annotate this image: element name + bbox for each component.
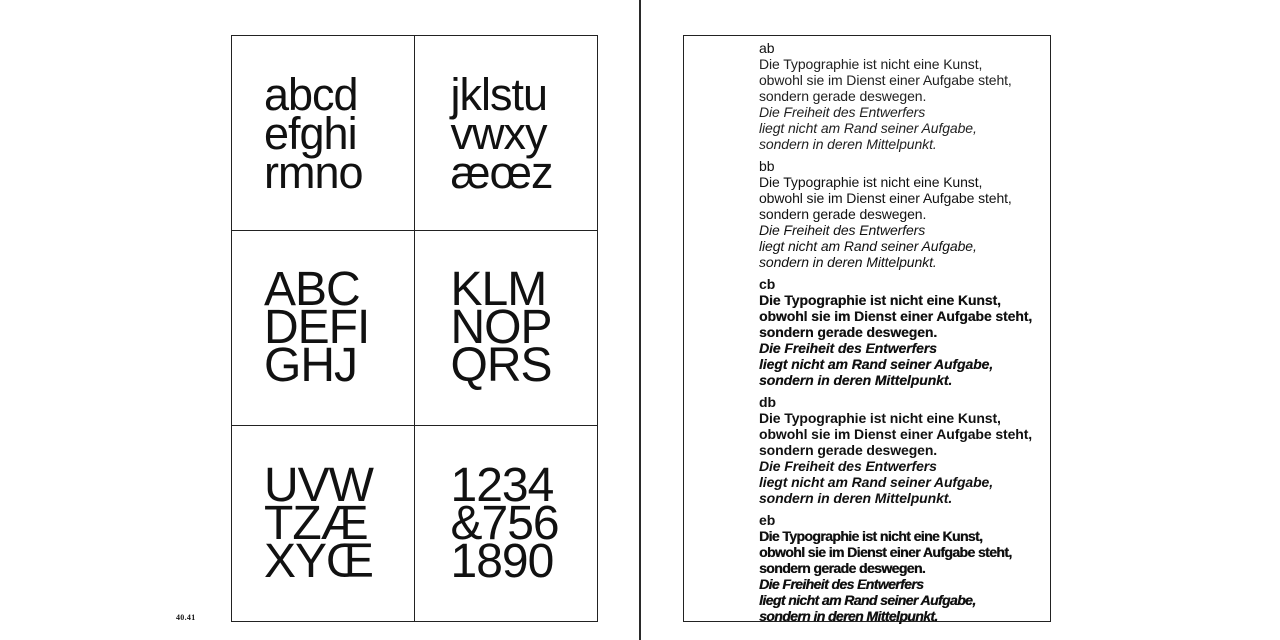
glyph-line: 1234 [450,458,554,512]
glyph-line: ABC [264,263,360,316]
specimen-italic-line: liegt nicht am Rand seiner Aufgabe, [759,356,994,372]
specimen-line: obwohl sie im Dienst einer Aufgabe steht, [759,72,1012,88]
specimen-line: sondern gerade deswegen. [759,206,927,222]
specimen-label: ab [759,40,775,56]
glyph-line: TZÆ [264,496,368,550]
specimen-label: cb [759,276,776,292]
specimen-italic-line: liegt nicht am Rand seiner Aufgabe, [759,238,977,254]
specimen-line: Die Typographie ist nicht eine Kunst, [759,56,983,72]
specimen-line: sondern gerade deswegen. [759,560,926,576]
specimen-italic-line: sondern in deren Mittelpunkt. [759,490,953,506]
glyph-line: NOP [450,301,552,354]
specimen-italic-line: Die Freiheit des Entwerfers [759,458,937,474]
specimen-italic-line: Die Freiheit des Entwerfers [759,104,926,120]
specimen-label: bb [759,158,775,174]
glyph-grid [231,35,598,622]
specimen-italic-line: liegt nicht am Rand seiner Aufgabe, [759,592,976,608]
glyph-line: &756 [450,496,559,550]
specimen-line: sondern gerade deswegen. [759,442,938,458]
specimen-italic-line: sondern in deren Mittelpunkt. [759,136,937,152]
specimen-italic-line: sondern in deren Mittelpunkt. [759,372,953,388]
glyph-line: vwxy [450,107,547,159]
specimen-line: obwohl sie im Dienst einer Aufgabe steht, [759,544,1012,560]
specimen-label: db [759,394,777,410]
specimen-line: Die Typographie ist nicht eine Kunst, [759,174,983,190]
glyph-cell-uppercase-1 [232,231,415,426]
specimen-italic-line: sondern in deren Mittelpunkt. [759,608,938,624]
specimen-italic-line: Die Freiheit des Entwerfers [759,222,926,238]
specimen-text-block [759,40,1059,624]
specimen-line: obwohl sie im Dienst einer Aufgabe steht, [759,190,1012,206]
book-gutter [639,0,641,640]
glyph-line: GHJ [264,339,357,392]
page-number: 40.41 [176,613,196,622]
specimen-line: obwohl sie im Dienst einer Aufgabe steht, [759,426,1033,442]
specimen-eb [759,512,1059,624]
glyph-line: rmno [264,146,363,198]
glyph-line: XYŒ [264,534,374,588]
glyph-cell-lowercase-2 [415,36,598,231]
specimen-ab [759,40,1059,152]
specimen-db [759,394,1059,506]
specimen-italic-line: liegt nicht am Rand seiner Aufgabe, [759,474,994,490]
specimen-bb [759,158,1059,270]
glyph-line: KLM [450,263,547,316]
glyph-line: QRS [450,339,552,392]
specimen-line: Die Typographie ist nicht eine Kunst, [759,292,1001,308]
glyph-line: UVW [264,458,373,512]
specimen-italic-line: liegt nicht am Rand seiner Aufgabe, [759,120,977,136]
glyph-cell-uppercase-2 [415,231,598,426]
glyph-line: æœz [450,146,553,198]
specimen-line: sondern gerade deswegen. [759,88,927,104]
specimen-cb [759,276,1059,388]
glyph-line: efghi [264,107,357,159]
specimen-italic-line: Die Freiheit des Entwerfers [759,576,924,592]
glyph-line: abcd [264,68,358,120]
specimen-line: obwohl sie im Dienst einer Aufgabe steht, [759,308,1033,324]
glyph-cell-lowercase-1 [232,36,415,231]
specimen-line: sondern gerade deswegen. [759,324,938,340]
glyph-line: jklstu [450,68,548,120]
glyph-line: DEFI [264,301,370,354]
specimen-line: Die Typographie ist nicht eine Kunst, [759,410,1001,426]
specimen-italic-line: sondern in deren Mittelpunkt. [759,254,937,270]
specimen-line: Die Typographie ist nicht eine Kunst, [759,528,983,544]
specimen-italic-line: Die Freiheit des Entwerfers [759,340,937,356]
glyph-line: 1890 [450,534,554,588]
glyph-cell-uppercase-3 [232,426,415,621]
glyph-cell-figures [415,426,598,621]
specimen-label: eb [759,512,776,528]
